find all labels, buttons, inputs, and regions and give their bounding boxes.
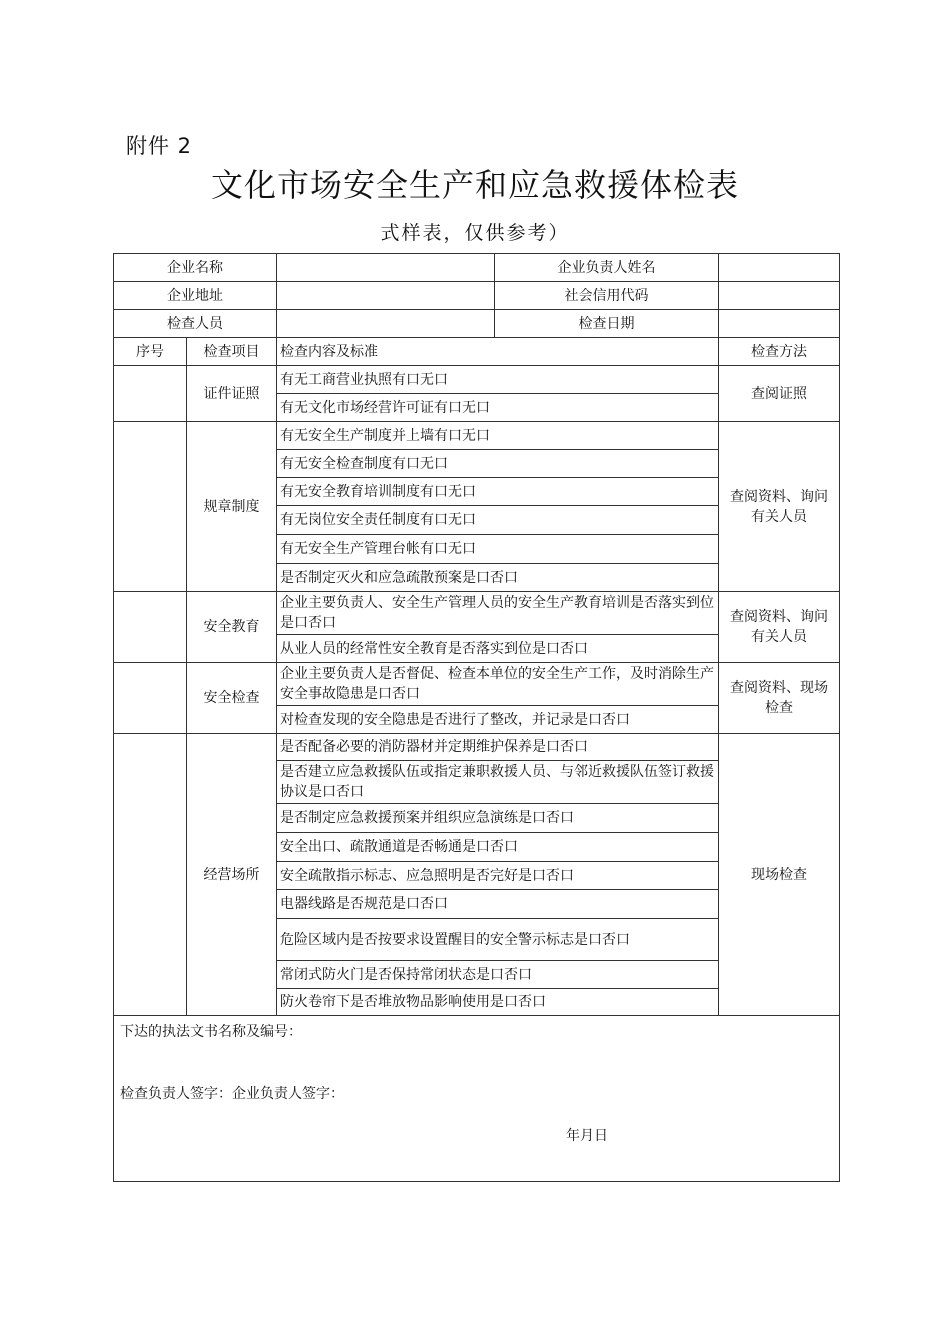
- check-item: 危险区域内是否按要求设置醒目的安全警示标志是口否口: [277, 919, 719, 961]
- inspection-table: [113, 253, 840, 1182]
- annex-label: 附件 2: [126, 134, 193, 158]
- check-item: 是否制定应急救援预案并组织应急演练是口否口: [277, 804, 719, 833]
- label-inspector: 检查人员: [114, 310, 277, 338]
- method-label: 查阅证照: [719, 366, 840, 422]
- label-company-address: 企业地址: [114, 282, 277, 310]
- check-item: 电器线路是否规范是口否口: [277, 890, 719, 919]
- category-label: 规章制度: [187, 422, 277, 592]
- check-item: 常闭式防火门是否保持常闭状态是口否口: [277, 961, 719, 989]
- check-item: 企业主要负责人、安全生产管理人员的安全生产教育培训是否落实到位是口否口: [277, 592, 719, 635]
- check-item: 有无文化市场经营许可证有口无口: [277, 394, 719, 422]
- check-item: 有无工商营业执照有口无口: [277, 366, 719, 394]
- check-item: 防火卷帘下是否堆放物品影响使用是口否口: [277, 989, 719, 1016]
- row-seq[interactable]: [114, 592, 187, 663]
- field-company-address[interactable]: [277, 282, 495, 310]
- row-seq[interactable]: [114, 422, 187, 592]
- method-label: 现场检查: [719, 734, 840, 1016]
- method-label: 查阅资料、询问有关人员: [719, 592, 840, 663]
- col-item: 检查项目: [187, 338, 277, 366]
- field-credit-code[interactable]: [719, 282, 840, 310]
- field-inspector[interactable]: [277, 310, 495, 338]
- col-method: 检查方法: [719, 338, 840, 366]
- label-company-head: 企业负责人姓名: [495, 254, 719, 282]
- check-item: 安全疏散指示标志、应急照明是否完好是口否口: [277, 862, 719, 890]
- signatures-label: 检查负责人签字：企业负责人签字：: [120, 1086, 344, 1102]
- check-item: 有无安全生产管理台帐有口无口: [277, 535, 719, 564]
- documents-label: 下达的执法文书名称及编号：: [120, 1024, 302, 1040]
- check-item: 是否建立应急救援队伍或指定兼职救援人员、与邻近救援队伍签订救援协议是口否口: [277, 761, 719, 804]
- field-company-head[interactable]: [719, 254, 840, 282]
- col-content: 检查内容及标准: [277, 338, 719, 366]
- category-label: 证件证照: [187, 366, 277, 422]
- label-credit-code: 社会信用代码: [495, 282, 719, 310]
- category-label: 经营场所: [187, 734, 277, 1016]
- field-check-date[interactable]: [719, 310, 840, 338]
- check-item: 是否制定灭火和应急疏散预案是口否口: [277, 564, 719, 592]
- field-company-name[interactable]: [277, 254, 495, 282]
- check-item: 安全出口、疏散通道是否畅通是口否口: [277, 833, 719, 862]
- footer-cell[interactable]: [114, 1016, 840, 1182]
- check-item: 有无安全生产制度并上墙有口无口: [277, 422, 719, 450]
- row-seq[interactable]: [114, 366, 187, 422]
- date-label: 年月日: [566, 1128, 608, 1144]
- method-label: 查阅资料、询问有关人员: [719, 422, 840, 592]
- check-item: 有无安全检查制度有口无口: [277, 450, 719, 478]
- form-subtitle: 式样表，仅供参考）: [380, 222, 570, 244]
- check-item: 对检查发现的安全隐患是否进行了整改，并记录是口否口: [277, 706, 719, 734]
- col-seq: 序号: [114, 338, 187, 366]
- row-seq[interactable]: [114, 663, 187, 734]
- form-title: 文化市场安全生产和应急救援体检表: [210, 166, 739, 204]
- category-label: 安全检查: [187, 663, 277, 734]
- category-label: 安全教育: [187, 592, 277, 663]
- check-item: 从业人员的经常性安全教育是否落实到位是口否口: [277, 635, 719, 663]
- check-item: 企业主要负责人是否督促、检查本单位的安全生产工作，及时消除生产安全事故隐患是口否口: [277, 663, 719, 706]
- method-label: 查阅资料、现场检查: [719, 663, 840, 734]
- label-check-date: 检查日期: [495, 310, 719, 338]
- check-item: 有无岗位安全责任制度有口无口: [277, 506, 719, 535]
- check-item: 有无安全教育培训制度有口无口: [277, 478, 719, 506]
- check-item: 是否配备必要的消防器材并定期维护保养是口否口: [277, 734, 719, 761]
- label-company-name: 企业名称: [114, 254, 277, 282]
- row-seq[interactable]: [114, 734, 187, 1016]
